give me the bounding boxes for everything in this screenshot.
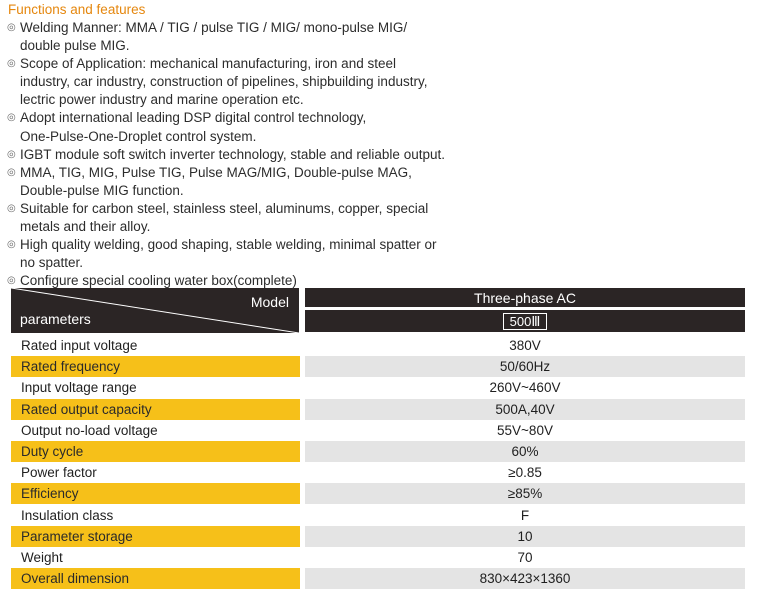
row-value: 500A,40V (305, 399, 745, 420)
double-circle-icon: ◎ (7, 22, 16, 33)
row-label: Rated input voltage (21, 338, 138, 353)
row-label: Weight (21, 550, 63, 565)
row-label: Input voltage range (21, 380, 137, 396)
row-label: Rated frequency (11, 356, 300, 377)
row-value: ≥85% (305, 483, 745, 504)
table-row (11, 505, 745, 526)
feature-item (8, 146, 478, 164)
feature-line: Welding Manner: MMA / TIG / pulse TIG / MIG/ mono-pulse MIG/ (20, 20, 408, 35)
table-row (11, 441, 745, 462)
table-row (11, 399, 745, 420)
feature-line: MMA, TIG, MIG, Pulse TIG, Pulse MAG/MIG, Double-pulse MAG, (20, 164, 412, 180)
feature-item (8, 236, 478, 272)
feature-line: Double-pulse MIG function. (20, 182, 184, 198)
row-label: Rated output capacity (11, 399, 300, 420)
feature-line: metals and their alloy. (20, 219, 151, 235)
double-circle-icon: ◎ (7, 202, 16, 214)
feature-line: Scope of Application: mechanical manufacturing, iron and steel (20, 56, 396, 72)
double-circle-icon: ◎ (7, 58, 16, 70)
feature-line: Configure special cooling water box(complete) (20, 273, 297, 289)
table-row (11, 420, 745, 441)
row-value: ≥0.85 (508, 465, 542, 481)
features-list (8, 19, 478, 290)
feature-item (8, 164, 478, 200)
row-label: Overall dimension (11, 568, 300, 589)
row-value: 55V~80V (497, 422, 553, 438)
header-model-value-cell (305, 310, 745, 332)
features-heading: Functions and features (8, 2, 146, 17)
table-row (11, 377, 745, 398)
feature-item (8, 55, 478, 109)
feature-item (8, 200, 478, 236)
row-label: Parameter storage (11, 526, 300, 547)
row-label: Insulation class (21, 507, 114, 523)
row-value: 70 (517, 550, 533, 565)
header-phase-type: Three-phase AC (305, 288, 745, 307)
row-value: 830×423×1360 (305, 568, 745, 589)
feature-line: One-Pulse-One-Droplet control system. (20, 128, 257, 144)
row-value: 380V (509, 338, 541, 353)
table-row (11, 462, 745, 483)
feature-line: Suitable for carbon steel, stainless steel, aluminums, copper, special (20, 200, 429, 216)
double-circle-icon: ◎ (7, 148, 16, 160)
table-row (11, 356, 745, 377)
feature-line: industry, car industry, construction of pipelines, shipbuilding industry, (20, 74, 428, 90)
table-row (11, 547, 745, 568)
feature-item (8, 109, 478, 145)
feature-item (8, 19, 478, 55)
feature-line: High quality welding, good shaping, stable welding, minimal spatter or (20, 237, 437, 253)
feature-line: lectric power industry and marine operation etc. (20, 92, 304, 108)
row-label: Power factor (21, 465, 97, 481)
feature-line: Adopt international leading DSP digital control technology, (20, 110, 367, 126)
table-row (11, 526, 745, 547)
row-value: F (520, 507, 530, 523)
table-row (11, 483, 745, 504)
feature-line: IGBT module soft switch inverter technology, stable and reliable output. (20, 146, 445, 162)
feature-line: double pulse MIG. (20, 38, 130, 54)
table-row (11, 335, 745, 356)
double-circle-icon: ◎ (7, 166, 16, 178)
row-label: Output no-load voltage (21, 422, 158, 438)
row-value: 50/60Hz (305, 356, 745, 377)
feature-line: no spatter. (20, 255, 84, 271)
header-model-label: Model (250, 294, 289, 310)
header-parameters-label: parameters (20, 311, 91, 327)
row-value: 260V~460V (489, 380, 561, 396)
header-parameter-model-cell (11, 288, 299, 333)
row-label: Duty cycle (11, 441, 300, 462)
model-value: 500Ⅲ (503, 313, 548, 330)
row-value: 60% (305, 441, 745, 462)
row-label: Efficiency (11, 483, 300, 504)
double-circle-icon: ◎ (7, 239, 16, 251)
double-circle-icon: ◎ (7, 112, 16, 124)
row-value: 10 (305, 526, 745, 547)
double-circle-icon: ◎ (7, 275, 16, 287)
spec-table (11, 288, 745, 588)
table-row (11, 568, 745, 589)
